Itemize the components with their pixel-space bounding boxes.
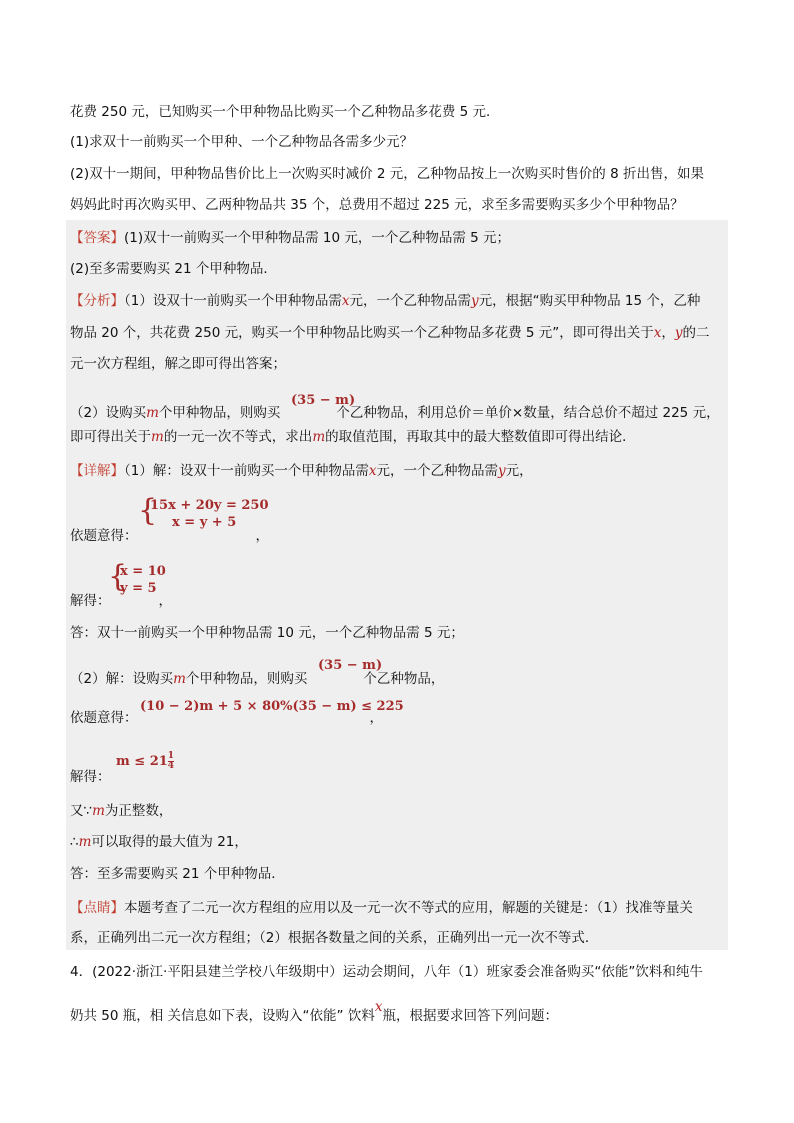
detail-setup-label: 依题意得： ，: [70, 528, 269, 544]
detail-line-1: 【详解】（1）解：设双十一前购买一个甲种物品需x元，一个乙种物品需y元，: [70, 463, 533, 479]
answer-tag: 【答案】: [70, 230, 124, 246]
inequality: (10 − 2)m + 5 × 80%(35 − m) ≤ 225: [140, 699, 404, 714]
detail-answer-1: 答：双十一前购买一个甲种物品需 10 元，一个乙种物品需 5 元；: [70, 625, 464, 641]
dianjing-line-1: 【点睛】本题考查了二元一次方程组的应用以及一元一次不等式的应用，解题的关键是：（1）找准等量关: [70, 900, 693, 916]
analysis-expr: (35 − m): [291, 393, 356, 408]
system-brace: {: [138, 493, 158, 528]
fraction: $\frac{1}{4}$: [167, 751, 175, 771]
answer-line-1: 【答案】(1)双十一前购买一个甲种物品需 10 元，一个乙种物品需 5 元；: [70, 230, 511, 246]
analysis-line-1: 【分析】（1）设双十一前购买一个甲种物品需x元，一个乙种物品需y元，根据“购买甲种物品 15 个，乙种: [70, 293, 701, 309]
detail-expr: (35 − m): [318, 658, 383, 673]
analysis-line-4: （2）设购买m个甲种物品，则购买 个乙种物品，利用总价＝单价×数量，结合总价不超过 225 元，: [70, 405, 720, 421]
solution-y: y = 5: [120, 581, 157, 596]
analysis-line-2: 物品 20 个，共花费 250 元，购买一个甲种物品比购买一个乙种物品多花费 5 元”，即可得出关于x，y的二: [70, 325, 710, 341]
detail-integer-note: 又∵m为正整数，: [70, 803, 173, 819]
dianjing-tag: 【点睛】: [70, 900, 124, 916]
detail-max-value: ∴m可以取得的最大值为 21，: [70, 834, 248, 850]
solution-brace: {: [108, 559, 128, 594]
question-1: (1)求双十一前购买一个甲种、一个乙种物品各需多少元？: [70, 134, 414, 150]
question-4-line-1: 4．(2022·浙江·平阳县建兰学校八年级期中）运动会期间，八年（1）班家委会准备购买“依能”饮料和纯牛: [70, 964, 703, 980]
question-2-line-1: (2)双十一期间，甲种物品售价比上一次购买时减价 2 元，乙种物品按上一次购买时售价的 8 折出售，如果: [70, 166, 704, 182]
problem-intro: 花费 250 元，已知购买一个甲种物品比购买一个乙种物品多花费 5 元．: [70, 104, 500, 120]
detail-solve-label-2: 解得：: [70, 769, 111, 785]
equation-2: x = y + 5: [172, 515, 237, 530]
dianjing-line-2: 系，正确列出二元一次方程组；（2）根据各数量之间的关系，正确列出一元一次不等式．: [70, 930, 599, 946]
inequality-result: m ≤ 21 $\frac{1}{4}$: [116, 751, 175, 771]
analysis-tag: 【分析】: [70, 293, 124, 309]
solution-x: x = 10: [120, 564, 166, 579]
analysis-line-3: 元一次方程组，解之即可得出答案；: [70, 356, 286, 372]
answer-line-2: (2)至多需要购买 21 个甲种物品．: [70, 261, 277, 277]
question-2-line-2: 妈妈此时再次购买甲、乙两种物品共 35 个，总费用不超过 225 元，求至多需要购买多少个甲种物品？: [70, 197, 684, 213]
detail-answer-2: 答：至多需要购买 21 个甲种物品．: [70, 866, 285, 882]
analysis-line-5: 即可得出关于m的一元一次不等式，求出m的取值范围，再取其中的最大整数值即可得出结论．: [70, 429, 636, 445]
detail-part-2-line: （2）解：设购买m个甲种物品，则购买 个乙种物品，: [70, 671, 445, 687]
detail-setup-label-2: 依题意得： ，: [70, 710, 383, 726]
detail-solve-label: 解得： ，: [70, 593, 172, 609]
detail-tag: 【详解】: [70, 463, 124, 479]
equation-1: 15x + 20y = 250: [150, 498, 269, 513]
question-4-line-2: 奶共 50 瓶，相 关信息如下表，设购入“依能” 饮料x瓶，根据要求回答下列问题：: [70, 999, 558, 1024]
